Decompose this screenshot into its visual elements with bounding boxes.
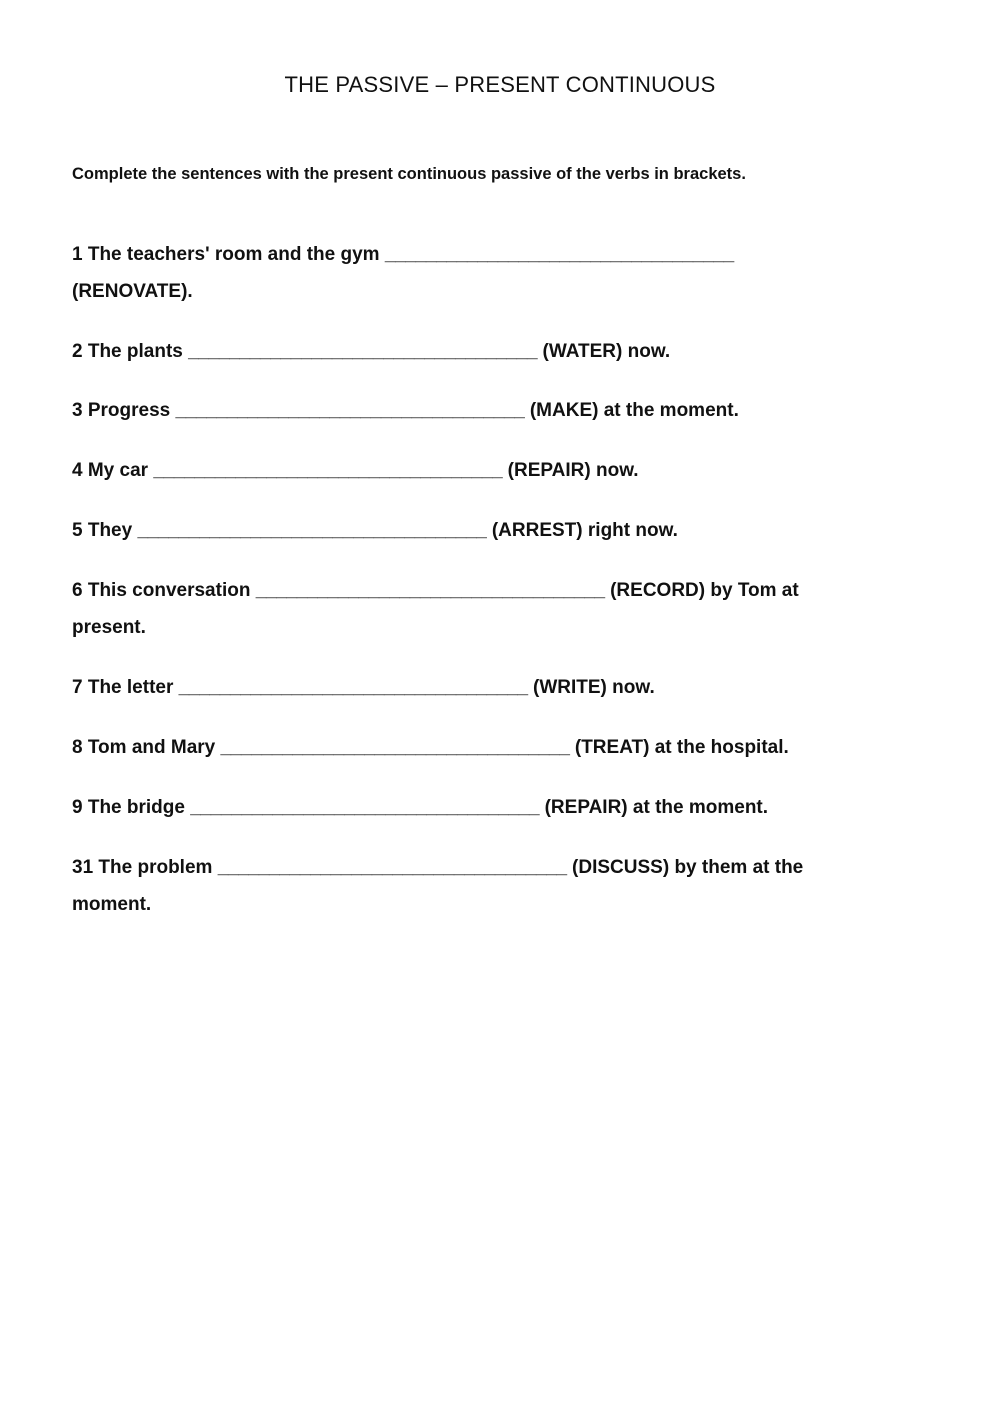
question-5 xyxy=(72,512,932,549)
question-verb: (MAKE) at the moment. xyxy=(524,400,739,421)
answer-blank: __________________________________ xyxy=(178,677,528,698)
question-verb: (DISCUSS) by them at the xyxy=(566,857,804,878)
question-8 xyxy=(72,729,932,766)
question-text: 31 The problem xyxy=(72,857,218,878)
question-text: 7 The letter xyxy=(72,677,179,698)
question-verb: (ARREST) right now. xyxy=(486,520,678,541)
question-3 xyxy=(72,392,932,429)
question-text: 4 My car xyxy=(72,460,154,481)
question-4 xyxy=(72,452,932,489)
answer-blank: __________________________________ xyxy=(153,460,503,481)
answer-blank: __________________________________ xyxy=(137,520,487,541)
question-text: 9 The bridge xyxy=(72,797,191,818)
answer-blank: __________________________________ xyxy=(188,341,538,362)
question-31 xyxy=(72,849,932,923)
answer-blank: __________________________________ xyxy=(217,857,567,878)
question-continuation: present. xyxy=(72,617,146,638)
question-text: 3 Progress xyxy=(72,400,176,421)
question-9 xyxy=(72,789,932,826)
answer-blank: __________________________________ xyxy=(220,737,570,758)
question-text: 5 They xyxy=(72,520,138,541)
answer-blank: __________________________________ xyxy=(190,797,540,818)
question-continuation: (RENOVATE). xyxy=(72,281,193,302)
question-1 xyxy=(72,236,932,310)
question-verb: (TREAT) at the hospital. xyxy=(569,737,789,758)
question-verb: (RECORD) by Tom at xyxy=(604,580,799,601)
answer-blank: __________________________________ xyxy=(175,400,525,421)
question-text: 1 The teachers' room and the gym xyxy=(72,244,385,265)
question-7 xyxy=(72,669,932,706)
question-2 xyxy=(72,333,932,370)
question-verb: (WATER) now. xyxy=(537,341,671,362)
answer-blank: __________________________________ xyxy=(384,244,734,265)
instructions: Complete the sentences with the present continuous passive of the verbs in brackets. xyxy=(72,165,746,183)
question-verb: (REPAIR) now. xyxy=(502,460,639,481)
question-6 xyxy=(72,572,932,646)
question-continuation: moment. xyxy=(72,894,152,915)
question-verb: (REPAIR) at the moment. xyxy=(539,797,769,818)
question-text: 8 Tom and Mary xyxy=(72,737,221,758)
page-title: THE PASSIVE – PRESENT CONTINUOUS xyxy=(284,72,716,97)
question-verb: (WRITE) now. xyxy=(527,677,655,698)
answer-blank: __________________________________ xyxy=(255,580,605,601)
question-text: 2 The plants xyxy=(72,341,189,362)
question-text: 6 This conversation xyxy=(72,580,256,601)
